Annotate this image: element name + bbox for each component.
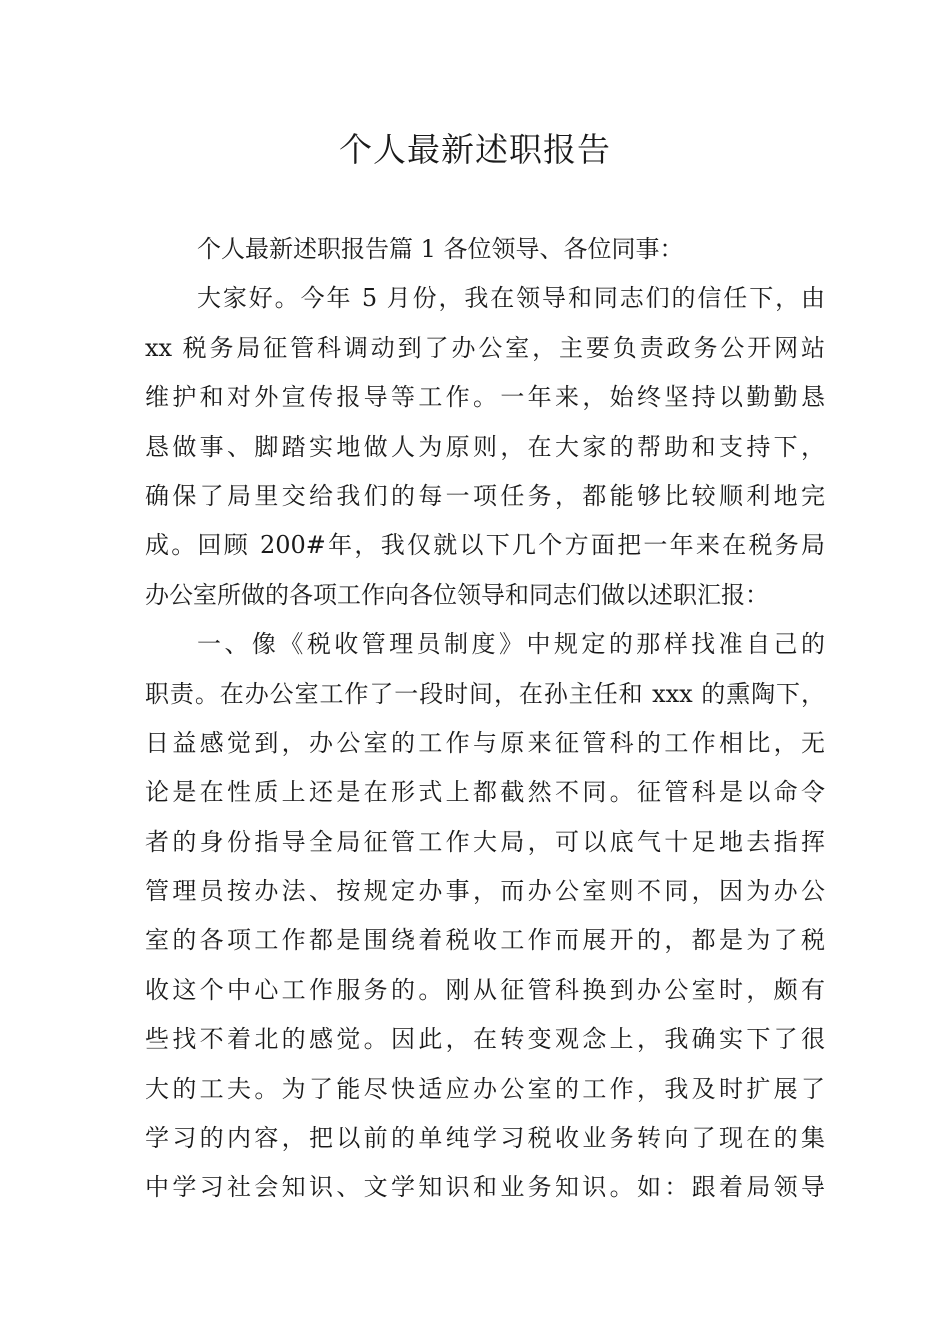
body-line: 一、像《税收管理员制度》中规定的那样找准自己的 [197,630,825,659]
body-line: 维护和对外宣传报导等工作。一年来，始终坚持以勤勤恳 [145,383,825,412]
body-line: 办公室所做的各项工作向各位领导和同志们做以述职汇报： [145,580,769,609]
document-body [145,225,825,1213]
body-line: 学习的内容，把以前的单纯学习税收业务转向了现在的集 [145,1124,825,1153]
body-line: 管理员按办法、按规定办事，而办公室则不同，因为办公 [145,877,825,906]
body-line: 些找不着北的感觉。因此，在转变观念上，我确实下了很 [145,1025,825,1054]
body-line: 确保了局里交给我们的每一项任务，都能够比较顺利地完 [145,481,825,510]
body-line: 室的各项工作都是围绕着税收工作而展开的，都是为了税 [145,926,825,955]
body-line: 者的身份指导全局征管工作大局，可以底气十足地去指挥 [145,827,825,856]
body-line: 收这个中心工作服务的。刚从征管科换到办公室时，颇有 [145,975,825,1004]
body-line: xx 税务局征管科调动到了办公室，主要负责政务公开网站 [145,333,825,362]
body-line: 日益感觉到，办公室的工作与原来征管科的工作相比，无 [145,728,825,757]
body-line: 大家好。今年 5 月份，我在领导和同志们的信任下，由 [197,284,825,313]
body-line: 大的工夫。为了能尽快适应办公室的工作，我及时扩展了 [145,1074,825,1103]
body-line: 恳做事、脚踏实地做人为原则，在大家的帮助和支持下， [145,432,825,461]
body-line: 中学习社会知识、文学知识和业务知识。如：跟着局领导 [145,1173,825,1202]
body-line: 成。回顾 200#年，我仅就以下几个方面把一年来在税务局 [145,531,825,560]
body-line: 职责。在办公室工作了一段时间，在孙主任和 xxx 的熏陶下， [145,679,825,708]
body-line: 论是在性质上还是在形式上都截然不同。征管科是以命令 [145,778,825,807]
document-title: 个人最新述职报告 [339,130,611,169]
body-line: 个人最新述职报告篇 1 各位领导、各位同事： [197,235,684,263]
